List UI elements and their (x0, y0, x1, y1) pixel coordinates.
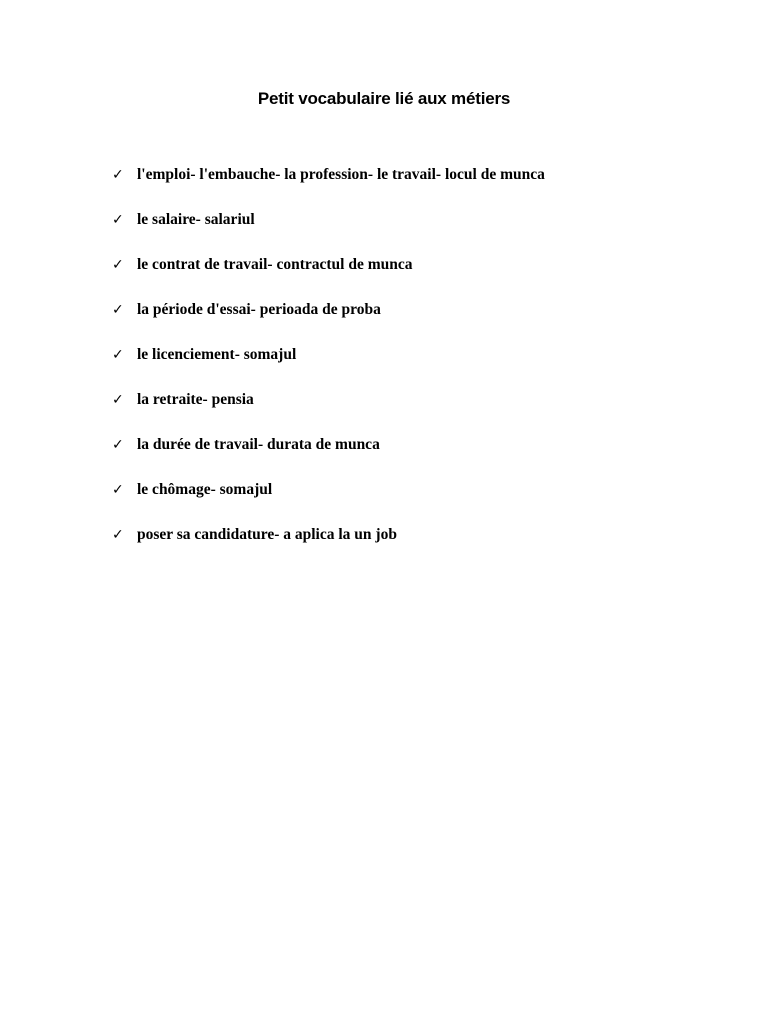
check-icon: ✓ (112, 347, 124, 363)
list-item (112, 344, 545, 389)
list-item-text: la retraite- pensia (137, 391, 254, 408)
list-item (112, 434, 545, 479)
page-title: Petit vocabulaire lié aux métiers (257, 89, 511, 108)
list-item (112, 209, 545, 254)
list-item (112, 524, 545, 569)
check-icon: ✓ (112, 437, 124, 453)
list-item-text: l'emploi- l'embauche- la profession- le travail- locul de munca (137, 166, 545, 183)
list-item-text: le salaire- salariul (137, 211, 255, 228)
list-item-text: la durée de travail- durata de munca (137, 436, 380, 453)
list-item-text: la période d'essai- perioada de proba (137, 301, 381, 318)
list-item-text: poser sa candidature- a aplica la un job (137, 526, 397, 543)
check-icon: ✓ (112, 257, 124, 273)
list-item (112, 254, 545, 299)
check-icon: ✓ (112, 302, 124, 318)
list-item-text: le contrat de travail- contractul de munca (137, 256, 413, 273)
list-item-text: le chômage- somajul (137, 481, 273, 498)
list-item (112, 164, 545, 209)
list-item (112, 389, 545, 434)
list-item-text: le licenciement- somajul (137, 346, 297, 363)
check-icon: ✓ (112, 392, 124, 408)
list-item (112, 479, 545, 524)
vocabulary-list (112, 164, 545, 569)
check-icon: ✓ (112, 212, 124, 228)
list-item (112, 299, 545, 344)
check-icon: ✓ (112, 167, 124, 183)
check-icon: ✓ (112, 527, 124, 543)
check-icon: ✓ (112, 482, 124, 498)
